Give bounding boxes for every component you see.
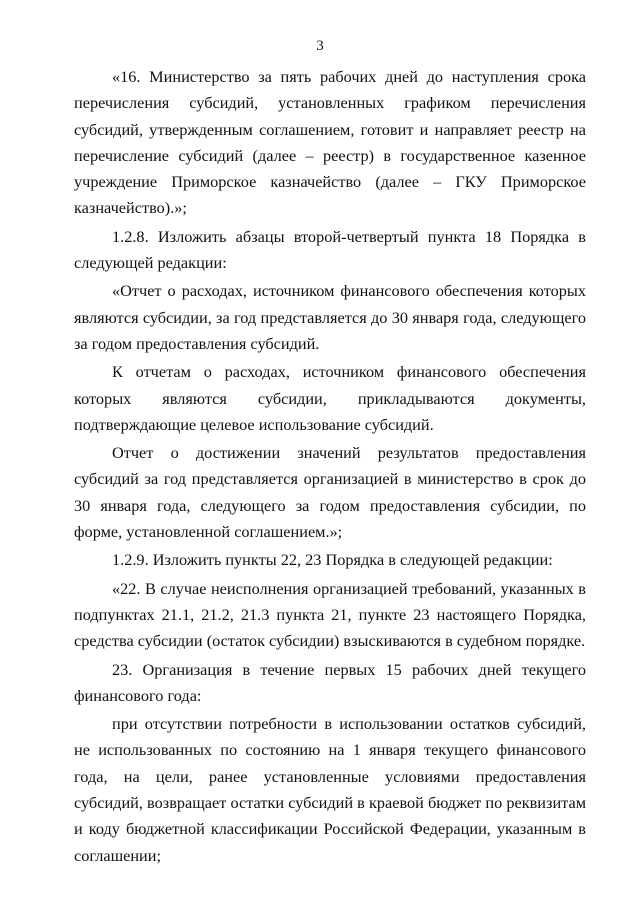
- paragraph-report-results: Отчет о достижении значений результатов предоставления субсидий за год представляется организацией в министерство в срок до 30 января года, следующего за годом предоставления субсидии, по форме, установленной соглашением.»;: [74, 443, 586, 542]
- paragraph-amendment-1-2-9: 1.2.9. Изложить пункты 22, 23 Порядка в следующей редакции:: [112, 550, 553, 570]
- paragraph-item-22: «22. В случае неисполнения организацией требований, указанных в подпунктах 21.1, 21.2, 21.3 пункта 21, пункте 23 настоящего Порядка, средства субсидии (остаток субсидии) взыскиваются в судебном порядке.: [74, 578, 586, 651]
- paragraph-item-23-balance-return: при отсутствии потребности в использовании остатков субсидий, не использованных по состоянию на 1 января текущего финансового года, на цели, ранее установленные условиями предоставления субсидий, возвращает остатки субсидий в краевой бюджет по реквизитам и коду бюджетной классификации Российской Федерации, указанным в соглашении;: [74, 714, 586, 865]
- page-number: 3: [316, 38, 324, 54]
- document-body: [74, 64, 586, 869]
- paragraph-item-16: «16. Министерство за пять рабочих дней до наступления срока перечисления субсидий, установленных графиком перечисления субсидий, утвержденным соглашением, готовит и направляет реестр на перечисление субсидий (далее – реестр) в государственное казенное учреждение Приморское казначейство (далее – ГКУ Приморское казначейство).»;: [74, 67, 586, 218]
- paragraph-report-expenses: «Отчет о расходах, источником финансового обеспечения которых являются субсидии, за год представляется до 30 января года, следующего за годом предоставления субсидий.: [74, 281, 586, 353]
- paragraph-amendment-1-2-8: 1.2.8. Изложить абзацы второй-четвертый пункта 18 Порядка в следующей редакции:: [74, 226, 586, 273]
- paragraph-report-attachments: К отчетам о расходах, источником финансового обеспечения которых являются субсидии, прикладываются документы, подтверждающие целевое использование субсидий.: [74, 362, 586, 434]
- paragraph-item-23: 23. Организация в течение первых 15 рабочих дней текущего финансового года:: [74, 659, 586, 705]
